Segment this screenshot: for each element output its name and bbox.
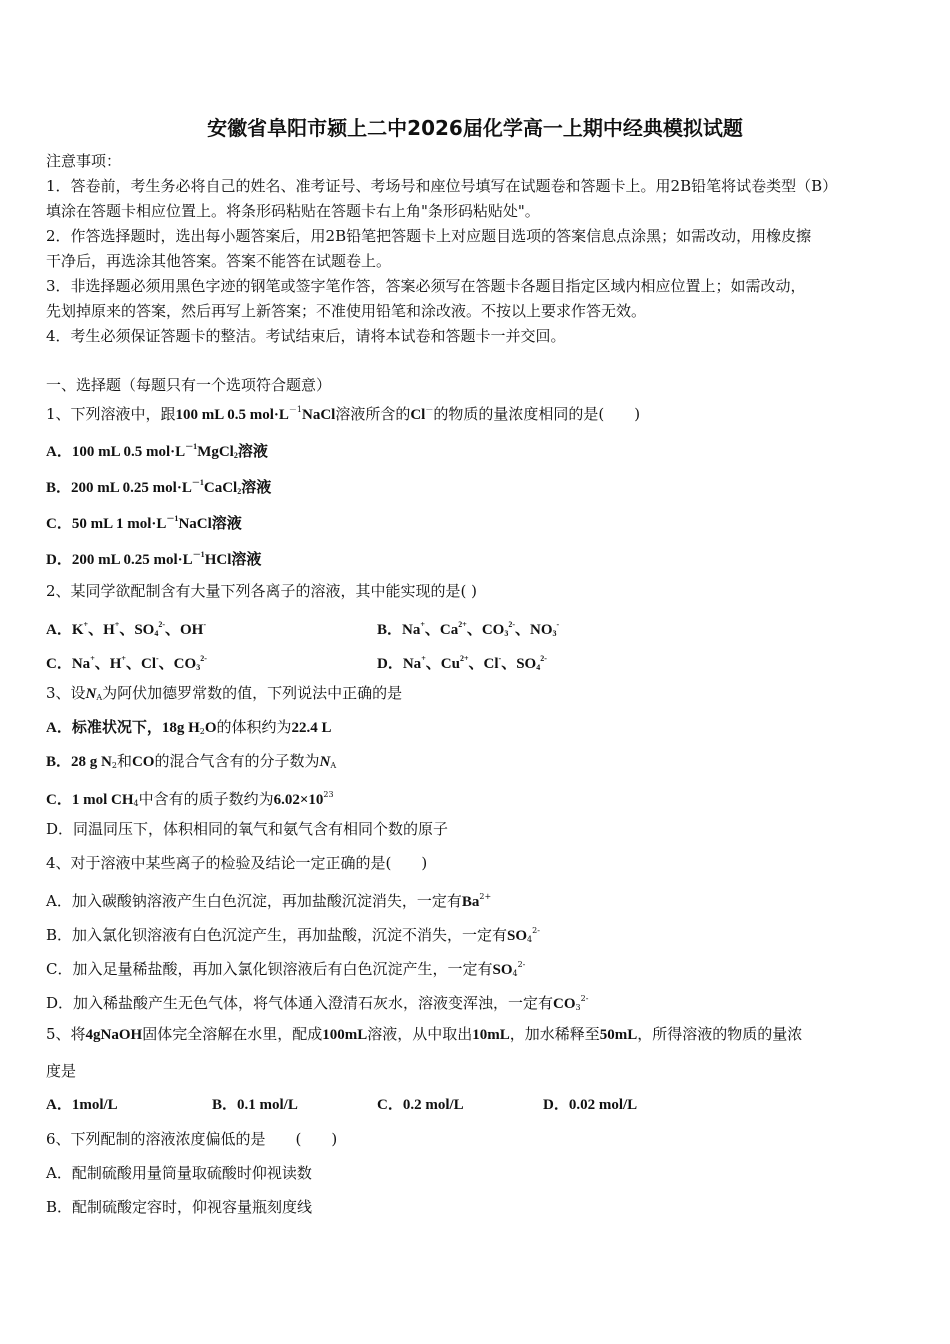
question-4-option-a[interactable]: A．加入碳酸钠溶液产生白色沉淀，再加盐酸沉淀消失，一定有$Ba^{2+}$: [46, 892, 492, 910]
question-5-stem: 5、将4gNaOH固体完全溶解在水里，配成100mL溶液，从中取出10mL，加水稀释至50mL，所得溶液的物质的量浓: [46, 1025, 803, 1043]
notes-line: 1．答卷前，考生务必将自己的姓名、准考证号、考场号和座位号填写在试题卷和答题卡上。用2B铅笔将试卷类型（B）: [46, 177, 838, 195]
question-3-stem: 3、设$N_A$为阿伏加德罗常数的值，下列说法中正确的是: [46, 684, 403, 702]
notes-line: 3．非选择题必须用黑色字迹的钢笔或签字笔作答，答案必须写在答题卡各题目指定区域内相应位置上；如需改动，: [46, 277, 806, 295]
question-5-option-b[interactable]: B．0.1 mol/L: [212, 1097, 298, 1113]
question-4-option-d[interactable]: D．加入稀盐酸产生无色气体，将气体通入澄清石灰水，溶液变浑浊，一定有$CO_3^{2-}$: [46, 994, 589, 1012]
question-3-option-b[interactable]: B．28 g $N_2$和CO的混合气含有的分子数为$N_A$: [46, 752, 337, 770]
notes-line: 先划掉原来的答案，然后再写上新答案；不准使用铅笔和涂改液。不按以上要求作答无效。: [46, 302, 647, 320]
question-3-option-d[interactable]: D．同温同压下，体积相同的氧气和氨气含有相同个数的原子: [46, 820, 449, 838]
question-6-option-b[interactable]: B．配制硫酸定容时，仰视容量瓶刻度线: [46, 1198, 313, 1216]
question-5-option-d[interactable]: D．0.02 mol/L: [543, 1097, 638, 1113]
question-3-option-a[interactable]: A．标准状况下，18g $H_2O$的体积约为22.4 L: [46, 718, 332, 736]
question-2-option-d[interactable]: D．Na+、$Cu^{2+}$、Cl-、$SO_4^{2-}$: [377, 654, 547, 672]
question-6-stem: 6、下列配制的溶液浓度偏低的是 ( ): [46, 1130, 338, 1148]
question-4-option-c[interactable]: C．加入足量稀盐酸，再加入氯化钡溶液后有白色沉淀产生，一定有$SO_4^{2-}$: [46, 960, 526, 978]
question-2-option-c[interactable]: C．Na+、H+、Cl-、$CO_3^{2-}$: [46, 654, 207, 672]
question-2-stem: 2、某同学欲配制含有大量下列各离子的溶液，其中能实现的是( ): [46, 582, 478, 600]
question-3-option-c[interactable]: C．1 mol $CH_4$中含有的质子数约为$6.02\times 10^{23}$: [46, 790, 334, 808]
question-6-option-a[interactable]: A．配制硫酸用量筒量取硫酸时仰视读数: [46, 1164, 312, 1182]
question-1-option-a[interactable]: A．100 mL 0.5 $mol\cdot L^{-1}MgCl_2$溶液: [46, 442, 268, 460]
question-5-option-a[interactable]: A．1mol/L: [46, 1097, 118, 1113]
question-1-option-d[interactable]: D．200 mL 0.25 $mol\cdot L^{-1}HCl$溶液: [46, 550, 262, 568]
question-1-option-c[interactable]: C．50 mL 1 $mol\cdot L^{-1}NaCl$溶液: [46, 514, 242, 532]
question-2-option-a[interactable]: A．K+、H+、$SO_4^{2-}$、OH-: [46, 620, 207, 638]
question-1-stem: 1、下列溶液中，跟100 mL 0.5 $mol\cdot L^{-1}NaCl$溶液所含的Cl－的物质的量浓度相同的是( ): [46, 405, 641, 423]
question-5-option-c[interactable]: C．0.2 mol/L: [377, 1097, 464, 1113]
question-2-option-b[interactable]: B．Na+、$Ca^{2+}$、$CO_3^{2-}$、$NO_3^-$: [377, 620, 560, 638]
question-5-stem-continued: 度是: [46, 1062, 77, 1080]
notes-heading: 注意事项：: [46, 152, 122, 170]
notes-line: 4．考生必须保证答题卡的整洁。考试结束后，请将本试卷和答题卡一并交回。: [46, 327, 566, 345]
question-1-option-b[interactable]: B．200 mL 0.25 $mol\cdot L^{-1}CaCl_2$溶液: [46, 478, 272, 496]
question-4-option-b[interactable]: B．加入氯化钡溶液有白色沉淀产生，再加盐酸，沉淀不消失，一定有$SO_4^{2-}$: [46, 926, 540, 944]
question-4-stem: 4、对于溶液中某些离子的检验及结论一定正确的是( ): [46, 854, 428, 872]
page-title: 安徽省阜阳市颍上二中2026届化学高一上期中经典模拟试题: [207, 116, 743, 140]
notes-line: 填涂在答题卡相应位置上。将条形码粘贴在答题卡右上角"条形码粘贴处"。: [46, 202, 540, 220]
section-heading: 一、选择题（每题只有一个选项符合题意）: [46, 376, 332, 394]
notes-line: 干净后，再选涂其他答案。答案不能答在试题卷上。: [46, 252, 392, 270]
notes-line: 2．作答选择题时，选出每小题答案后，用2B铅笔把答题卡上对应题目选项的答案信息点涂黑；如需改动，用橡皮擦: [46, 227, 812, 245]
